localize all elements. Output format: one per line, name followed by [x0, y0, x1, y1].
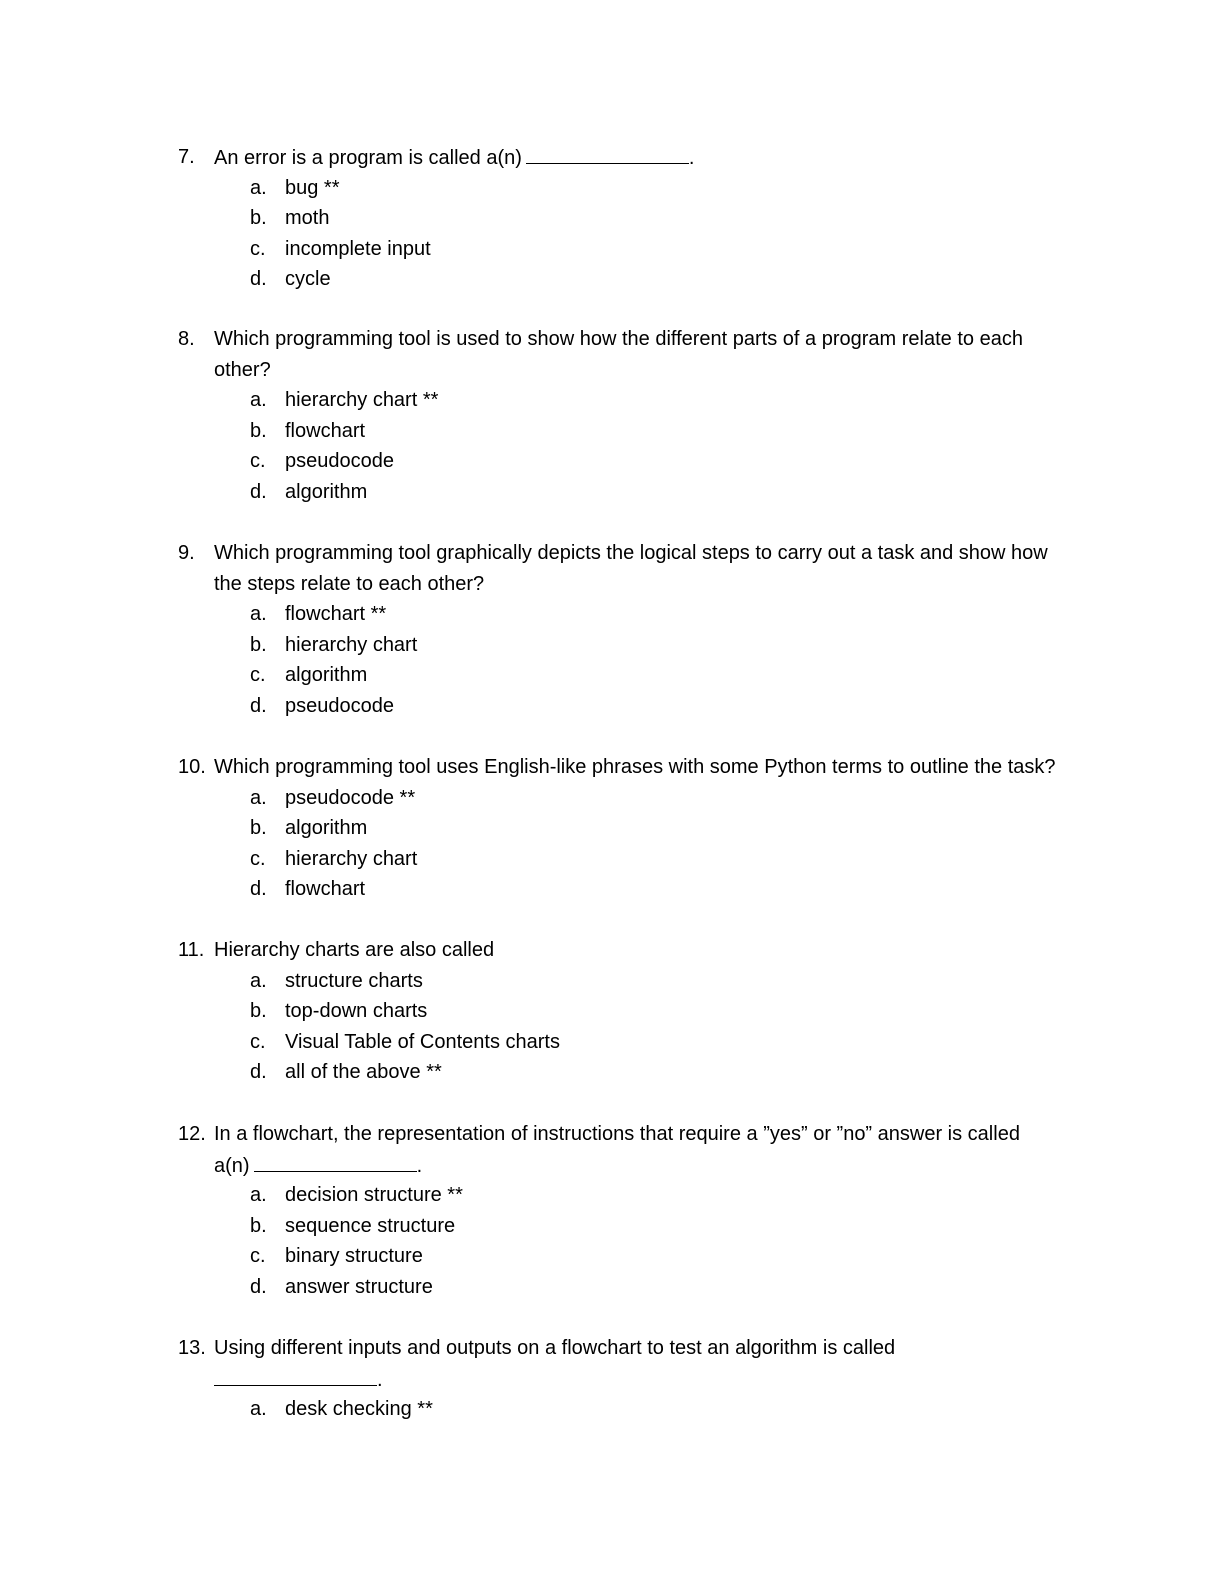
question-text: Which programming tool graphically depicts the logical steps to carry out a task and show how [214, 542, 1048, 564]
option-b [0, 813, 1224, 844]
option-d [0, 1057, 1224, 1088]
option-a [0, 1180, 1224, 1211]
option-label: d. [250, 694, 267, 717]
option-text: decision structure ** [285, 1184, 463, 1207]
option-d [0, 691, 1224, 722]
question-11 [0, 935, 1224, 1088]
option-text: bug ** [285, 176, 340, 199]
question-8 [0, 324, 1224, 508]
option-label: a. [250, 176, 267, 199]
option-label: a. [250, 969, 267, 992]
option-a [0, 599, 1224, 630]
option-text: pseudocode [285, 450, 394, 473]
question-number: 10. [178, 756, 206, 778]
option-label: c. [250, 450, 266, 473]
question-line [0, 142, 1224, 173]
option-label: b. [250, 207, 267, 230]
option-c [0, 1241, 1224, 1272]
option-b [0, 630, 1224, 661]
option-text: top-down charts [285, 1000, 428, 1023]
option-d [0, 874, 1224, 905]
option-a [0, 1394, 1224, 1425]
question-text: Using different inputs and outputs on a flowchart to test an algorithm is called [214, 1337, 896, 1359]
option-text: moth [285, 207, 330, 230]
question-text: the steps relate to each other? [214, 572, 485, 595]
option-b [0, 1211, 1224, 1242]
question-number: 8. [178, 328, 195, 350]
option-label: b. [250, 1000, 267, 1023]
question-line [0, 538, 1224, 569]
question-line [0, 1119, 1224, 1150]
question-line [0, 355, 1224, 386]
option-text: algorithm [285, 480, 368, 503]
option-label: c. [250, 1245, 266, 1268]
option-d [0, 264, 1224, 295]
option-label: b. [250, 817, 267, 840]
option-label: c. [250, 1030, 266, 1053]
question-7 [0, 142, 1224, 295]
question-10 [0, 752, 1224, 905]
option-text: hierarchy chart ** [285, 389, 439, 412]
option-d [0, 477, 1224, 508]
option-c [0, 660, 1224, 691]
question-number: 13. [178, 1337, 206, 1359]
question-text: Hierarchy charts are also called [214, 939, 495, 961]
option-label: d. [250, 1061, 267, 1084]
option-c [0, 234, 1224, 265]
answer-blank [526, 142, 689, 164]
option-b [0, 416, 1224, 447]
option-text: pseudocode [285, 694, 394, 717]
question-text: In a flowchart, the representation of instructions that require a ”yes” or ”no” answer is called [214, 1123, 1020, 1145]
option-c [0, 446, 1224, 477]
option-c [0, 1027, 1224, 1058]
option-label: d. [250, 480, 267, 503]
question-line [0, 935, 1224, 966]
option-label: c. [250, 847, 266, 870]
option-label: a. [250, 1184, 267, 1207]
option-a [0, 173, 1224, 204]
option-text: incomplete input [285, 237, 431, 260]
option-a [0, 385, 1224, 416]
question-number: 9. [178, 542, 195, 564]
option-text: answer structure [285, 1275, 433, 1298]
question-number: 7. [178, 146, 195, 168]
option-text: flowchart [285, 878, 366, 901]
question-text: An error is a program is called a(n) . [214, 142, 694, 174]
option-label: d. [250, 268, 267, 291]
option-label: a. [250, 389, 267, 412]
question-line [0, 569, 1224, 600]
option-c [0, 844, 1224, 875]
question-9 [0, 538, 1224, 722]
option-label: b. [250, 1214, 267, 1237]
option-text: all of the above ** [285, 1061, 442, 1084]
option-text: algorithm [285, 817, 368, 840]
option-label: a. [250, 603, 267, 626]
option-a [0, 783, 1224, 814]
option-text: flowchart ** [285, 603, 387, 626]
option-text: flowchart [285, 419, 366, 442]
question-line [0, 752, 1224, 783]
option-label: a. [250, 1398, 267, 1421]
option-text: cycle [285, 268, 331, 291]
option-label: d. [250, 1275, 267, 1298]
option-label: c. [250, 664, 266, 687]
option-a [0, 966, 1224, 997]
question-text: Which programming tool uses English-like phrases with some Python terms to outline the task? [214, 756, 1056, 778]
option-d [0, 1272, 1224, 1303]
option-text: Visual Table of Contents charts [285, 1030, 560, 1053]
option-label: b. [250, 419, 267, 442]
question-number: 11. [178, 939, 205, 961]
option-label: a. [250, 786, 267, 809]
question-text: Which programming tool is used to show how the different parts of a program relate to each [214, 328, 1023, 350]
question-12 [0, 1119, 1224, 1303]
option-text: binary structure [285, 1245, 423, 1268]
question-line [0, 1333, 1224, 1364]
question-text: . [214, 1364, 383, 1396]
question-line [0, 1364, 1224, 1395]
answer-blank [214, 1364, 377, 1386]
answer-blank [254, 1150, 417, 1172]
option-text: pseudocode ** [285, 786, 416, 809]
option-b [0, 203, 1224, 234]
option-text: structure charts [285, 969, 423, 992]
option-b [0, 996, 1224, 1027]
option-label: b. [250, 633, 267, 656]
option-text: hierarchy chart [285, 847, 418, 870]
question-13 [0, 1333, 1224, 1425]
question-line [0, 1150, 1224, 1181]
option-label: d. [250, 878, 267, 901]
question-text: a(n) . [214, 1150, 422, 1182]
question-line [0, 324, 1224, 355]
option-text: desk checking ** [285, 1398, 433, 1421]
question-text: other? [214, 358, 271, 381]
question-number: 12. [178, 1123, 206, 1145]
option-text: hierarchy chart [285, 633, 418, 656]
option-label: c. [250, 237, 266, 260]
option-text: sequence structure [285, 1214, 456, 1237]
option-text: algorithm [285, 664, 368, 687]
